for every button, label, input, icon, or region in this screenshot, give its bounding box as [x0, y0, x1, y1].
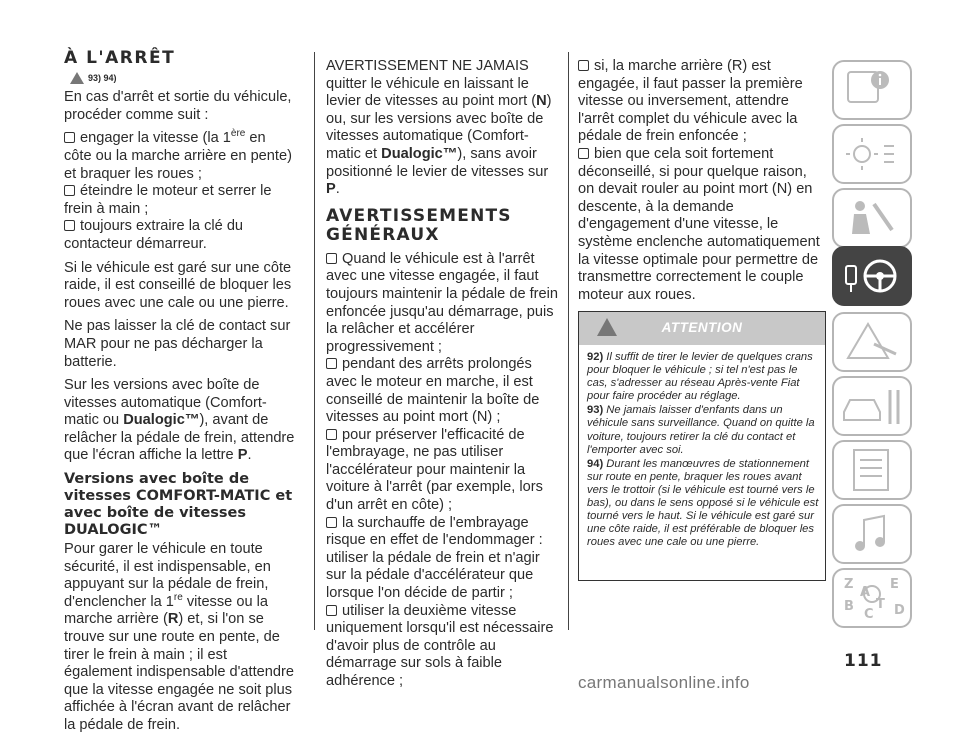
bullet-icon [578, 148, 589, 159]
svg-text:C: C [864, 607, 874, 622]
list-item: pendant des arrêts prolongés avec le moteur en marche, il est conseillé de maintenir la boîte de vitesses au point mort (N) ; [326, 356, 540, 426]
bullet-icon [64, 220, 75, 231]
specs-icon [834, 442, 910, 498]
list-item: si, la marche arrière (R) est engagée, il faut passer la première vitesse ou inversement, attendre l'arrêt complet du véhicule avec la pédale de frein enfoncée ; [578, 58, 803, 145]
paragraph: AVERTISSEMENT NE JAMAIS quitter le véhicule en laissant le levier de vitesses au point mort (N) ou, sur les versions avec boîte de vitesses automatique (Comfort-matic et Dualogic™), sans avoir positionné le levier de vitesses sur P. [326, 58, 552, 198]
paragraph: Ne pas laisser la clé de contact sur MAR pour ne pas décharger la batterie. [64, 318, 291, 370]
column-divider [568, 52, 569, 630]
tab-warning[interactable] [832, 312, 912, 372]
bullet-icon [326, 517, 337, 528]
list-item: la surchauffe de l'embrayage risque en effet de l'endommager : utiliser la pédale de frein et n'agir sur la pédale d'accélérateur que lorsque l'on décide de partir ; [326, 514, 543, 602]
attention-body [579, 345, 825, 549]
warning-triangle-icon [70, 72, 84, 84]
list-item: bien que cela soit fortement déconseillé, si pour quelque raison, on devait rouler au point mort (N) en descente, à la demande d'engagement d'une vitesse, le système enclenche automatiquement la vitesse optimale pour permettre de transmettre correctement le couple moteur aux roues. [578, 145, 820, 303]
bullet-icon [64, 185, 75, 196]
intro-text: En cas d'arrêt et sortie du véhicule, procéder comme suit : [64, 89, 292, 123]
watermark: carmanualsonline.info [578, 673, 750, 692]
attention-title: ATTENTION [661, 320, 743, 335]
index-icon [834, 570, 910, 626]
tab-safety[interactable] [832, 188, 912, 248]
paragraph: Sur les versions avec boîte de vitesses automatique (Comfort-matic ou Dualogic™), avant de relâcher la pédale de frein, attendre que l'écran affiche la lettre P. [64, 377, 295, 464]
safety-icon [834, 190, 910, 246]
dashboard-lights-icon [834, 126, 910, 182]
tab-starting-driving[interactable] [832, 246, 912, 306]
column-1 [64, 50, 295, 741]
section-title: AVERTISSEMENTS GÉNÉRAUX [326, 205, 512, 245]
subsection-title: Versions avec boîte de vitesses COMFORT-MATIC et avec boîte de vitesses DUALOGIC™ [64, 471, 293, 539]
list-item: engager la vitesse (la 1ère en côte ou la marche arrière en pente) et braquer les roues ; [64, 128, 292, 182]
bullet-icon [326, 429, 337, 440]
list-item: éteindre le moteur et serrer le frein à main ; [64, 183, 272, 217]
tab-index[interactable] [832, 568, 912, 628]
column-3 [578, 58, 824, 304]
note-94: 94) Durant les manœuvres de stationnement sur route en pente, braquer les roues avant vers le trottoir (si le véhicule est tourné vers le bas), ou dans le sens opposé si le véhicule est tourné vers le haut. Si le véhicule est garé sur une côte raide, il est préférable de bloquer les roues avec une cale ou une pierre. [587, 457, 819, 549]
column-divider [314, 52, 315, 630]
bullet-icon [326, 605, 337, 616]
steering-wheel-icon [834, 248, 910, 304]
tab-info[interactable] [832, 60, 912, 120]
column-2 [326, 58, 562, 691]
svg-text:Z: Z [844, 577, 854, 592]
bullet-icon [578, 60, 589, 71]
paragraph: Pour garer le véhicule en toute sécurité, il est indispensable, en appuyant sur la pédale de frein, d'enclencher la 1re vitesse ou la marche arrière (R) et, si l'on se trouve sur une route en pente, de tirer le frein à main ; il est également indispensable d'attendre que la vitesse engagée ne soit plus affichée à l'écran avant de relâcher la pédale de frein. [64, 541, 294, 733]
list-item: utiliser la deuxième vitesse uniquement lorsqu'il est nécessaire d'avoir plus de contrôle au démarrage sur sols à faible adhérence ; [326, 602, 554, 689]
tab-specs[interactable] [832, 440, 912, 500]
multimedia-icon [834, 506, 910, 562]
bullet-icon [326, 253, 337, 264]
paragraph: Si le véhicule est garé sur une côte raide, il est conseillé de bloquer les roues avec une cale ou une pierre. [64, 259, 292, 311]
tab-maintenance[interactable] [832, 376, 912, 436]
note-92: 92) Il suffit de tirer le levier de quelques crans pour bloquer le véhicule ; si tel n'est pas le cas, s'adresser au réseau Après-vente Fiat pour faire procéder au réglage. [587, 351, 813, 403]
list-item: pour préserver l'efficacité de l'embrayage, ne pas utiliser l'accélérateur pour maintenir la voiture à l'arrêt (par exemple, lors d'un arrêt en côte) ; [326, 426, 543, 514]
bullet-icon [326, 358, 337, 369]
list-item: toujours extraire la clé du contacteur démarreur. [64, 218, 244, 252]
bullet-icon [64, 132, 75, 143]
svg-text:B: B [844, 599, 854, 614]
info-icon [834, 62, 910, 118]
page-number: 111 [844, 651, 883, 671]
tab-dashboard-lights[interactable] [832, 124, 912, 184]
tab-multimedia[interactable] [832, 504, 912, 564]
warning-icon [834, 314, 910, 370]
note-93: 93) Ne jamais laisser d'enfants dans un véhicule sans surveillance. Quand on quitte la voiture, toujours retirer la clé du contact et l'emporter avec soi. [587, 404, 815, 456]
svg-text:E: E [890, 577, 899, 592]
attention-box [578, 311, 826, 581]
svg-text:A: A [860, 585, 871, 600]
attention-header [579, 312, 825, 345]
svg-text:T: T [876, 597, 885, 612]
warning-refs [70, 70, 295, 88]
svg-text:D: D [894, 603, 905, 618]
list-item: Quand le véhicule est à l'arrêt avec une vitesse engagée, il faut toujours maintenir la pédale de frein enfoncée jusqu'au démarrage, puis la relâcher et accélérer progressivement ; [326, 250, 559, 355]
refs-text: 93) 94) [88, 72, 117, 83]
maintenance-icon [834, 378, 910, 434]
section-title: À L'ARRÊT [64, 48, 176, 68]
